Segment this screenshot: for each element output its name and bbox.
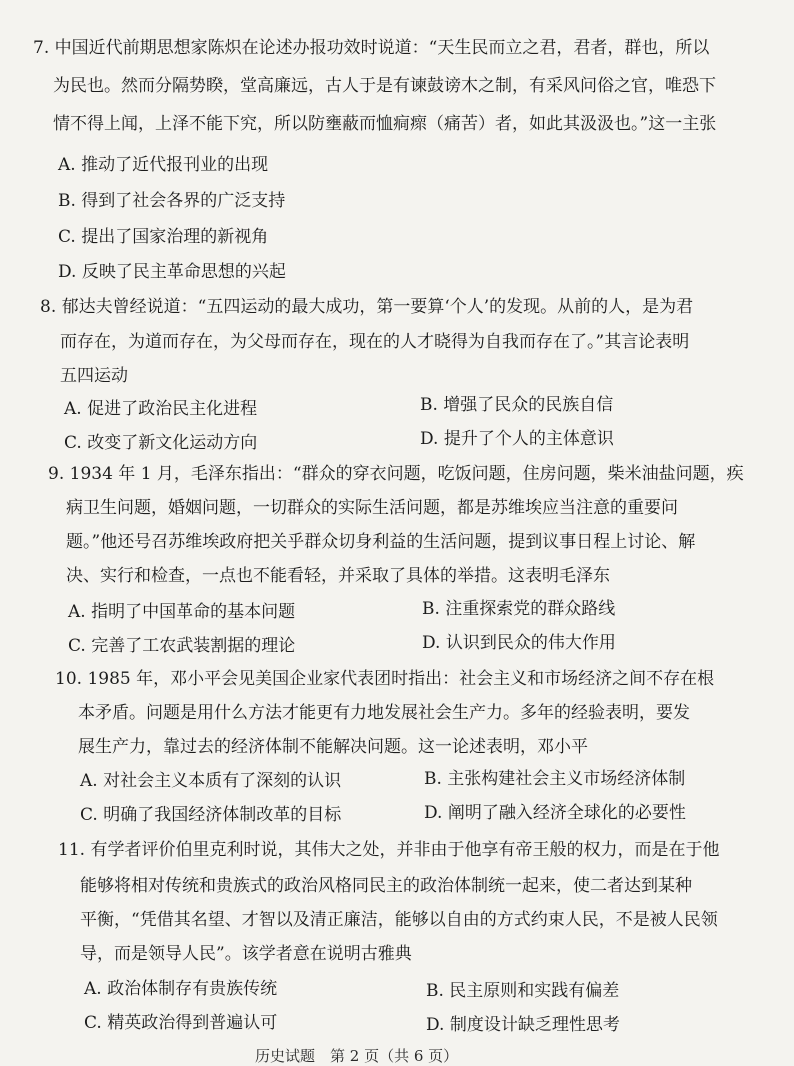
- q8-stem-line-1: 8. 郁达夫曾经说道：“五四运动的最大成功，第一要算‘个人’的发现。从前的人，是为君: [40, 297, 694, 317]
- q10-option-c: C. 明确了我国经济体制改革的目标: [80, 805, 342, 825]
- q11-stem-line-4: 导，而是领导人民”。该学者意在说明古雅典: [80, 944, 412, 964]
- q8-option-a: A. 促进了政治民主化进程: [64, 399, 258, 419]
- q11-stem-line-1: 11. 有学者评价伯里克利时说，其伟大之处，并非由于他享有帝王般的权力，而是在于他: [58, 840, 720, 860]
- q10-stem-line-1: 10. 1985 年，邓小平会见美国企业家代表团时指出：社会主义和市场经济之间不存在根: [55, 669, 715, 689]
- q11-option-a: A. 政治体制存有贵族传统: [84, 979, 278, 999]
- q10-option-d: D. 阐明了融入经济全球化的必要性: [424, 803, 686, 823]
- q9-option-a: A. 指明了中国革命的基本问题: [68, 602, 296, 622]
- q10-option-a: A. 对社会主义本质有了深刻的认识: [80, 771, 342, 791]
- q7-option-a: A. 推动了近代报刊业的出现: [58, 155, 269, 175]
- q7-stem-line-1: 7. 中国近代前期思想家陈炽在论述办报功效时说道：“天生民而立之君，君者，群也，所以: [33, 38, 710, 58]
- page-footer: 历史试题 第 2 页（共 6 页）: [255, 1047, 459, 1065]
- q8-stem-line-3: 五四运动: [60, 366, 128, 386]
- q11-option-c: C. 精英政治得到普遍认可: [84, 1013, 278, 1033]
- q10-stem-line-3: 展生产力，靠过去的经济体制不能解决问题。这一论述表明，邓小平: [78, 737, 588, 757]
- q11-option-d: D. 制度设计缺乏理性思考: [426, 1015, 620, 1035]
- q10-option-b: B. 主张构建社会主义市场经济体制: [424, 769, 686, 789]
- q10-stem-line-2: 本矛盾。问题是用什么方法才能更有力地发展社会生产力。多年的经验表明，要发: [78, 703, 690, 723]
- q8-option-b: B. 增强了民众的民族自信: [420, 395, 614, 415]
- q9-stem-line-2: 病卫生问题，婚姻问题，一切群众的实际生活问题，都是苏维埃应当注意的重要问: [66, 498, 678, 518]
- q7-option-b: B. 得到了社会各界的广泛支持: [58, 191, 286, 211]
- q9-stem-line-3: 题。”他还号召苏维埃政府把关乎群众切身利益的生活问题，提到议事日程上讨论、解: [66, 532, 696, 552]
- q11-stem-line-2: 能够将相对传统和贵族式的政治风格同民主的政治体制统一起来，使二者达到某种: [80, 876, 692, 896]
- q7-stem-line-2: 为民也。然而分隔势睽，堂高廉远，古人于是有谏鼓谤木之制，有采风问俗之官，唯恐下: [53, 76, 716, 96]
- q8-option-c: C. 改变了新文化运动方向: [64, 433, 258, 453]
- q7-stem-line-3: 情不得上闻，上泽不能下究，所以防壅蔽而恤痌瘝（痛苦）者，如此其汲汲也。”这一主张: [53, 114, 717, 134]
- q11-option-b: B. 民主原则和实践有偏差: [426, 981, 620, 1001]
- q8-stem-line-2: 而存在，为道而存在，为父母而存在，现在的人才晓得为自我而存在了。”其言论表明: [60, 332, 690, 352]
- q9-option-c: C. 完善了工农武装割据的理论: [68, 636, 296, 656]
- q7-option-c: C. 提出了国家治理的新视角: [58, 227, 269, 247]
- q7-option-d: D. 反映了民主革命思想的兴起: [58, 262, 286, 282]
- q8-option-d: D. 提升了个人的主体意识: [420, 429, 614, 449]
- q9-stem-line-4: 决、实行和检查，一点也不能看轻，并采取了具体的举措。这表明毛泽东: [66, 566, 610, 586]
- q9-option-d: D. 认识到民众的伟大作用: [422, 633, 616, 653]
- q9-stem-line-1: 9. 1934 年 1 月，毛泽东指出：“群众的穿衣问题，吃饭问题，住房问题，柴米油盐问题，疾: [48, 464, 744, 484]
- q9-option-b: B. 注重探索党的群众路线: [422, 599, 616, 619]
- q11-stem-line-3: 平衡，“凭借其名望、才智以及清正廉洁，能够以自由的方式约束人民，不是被人民领: [80, 910, 718, 930]
